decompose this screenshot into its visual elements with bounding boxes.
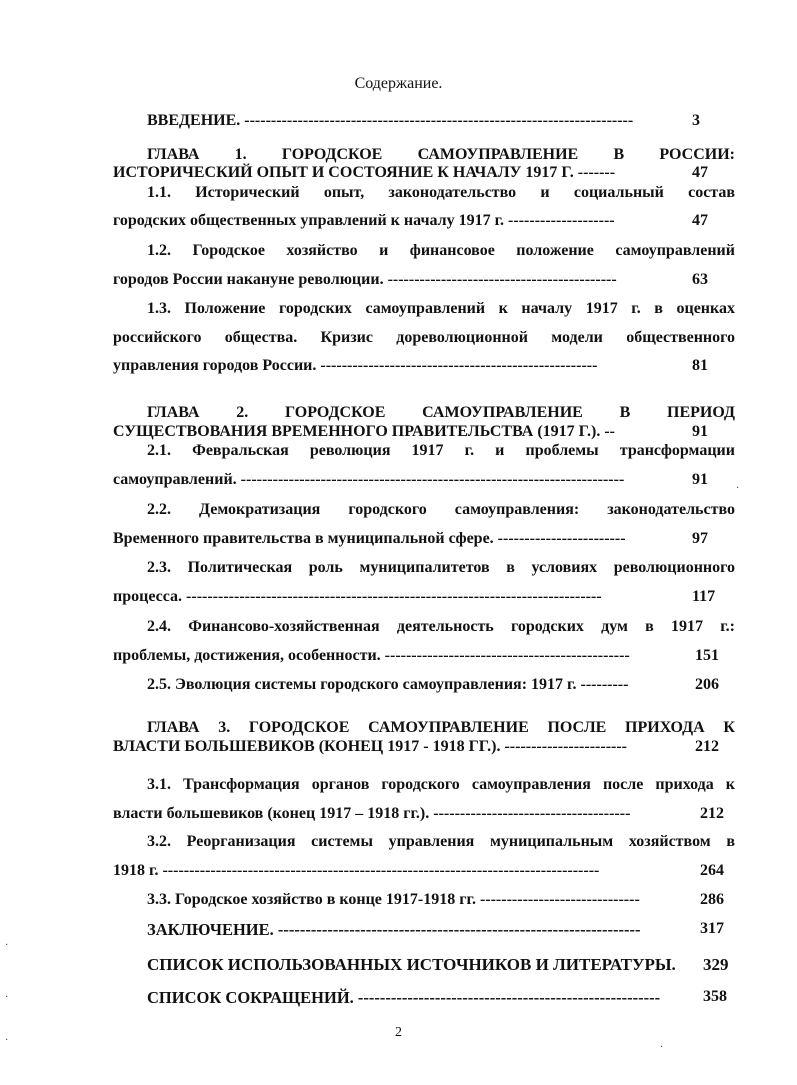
toc-page-number: 358 bbox=[703, 988, 727, 1005]
toc-page-number: 47 bbox=[692, 164, 708, 181]
toc-section-2-2-line-1: 2.2. Демократизация городского самоуправления: законодательство bbox=[147, 501, 735, 518]
toc-section-2-1-line-2: самоуправлений. ------------------------------------------------------------------------ bbox=[113, 471, 625, 488]
toc-chapter-2-line-2: СУЩЕСТВОВАНИЯ ВРЕМЕННОГО ПРАВИТЕЛЬСТВА (1917 Г.). -- bbox=[113, 423, 615, 440]
toc-section-1-1-line-1: 1.1. Исторический опыт, законодательство и социальный состав bbox=[147, 184, 735, 201]
toc-section-1-3-line-2: российского общества. Кризис дореволюционной модели общественного bbox=[113, 329, 735, 346]
toc-bibliography: СПИСОК ИСПОЛЬЗОВАННЫХ ИСТОЧНИКОВ И ЛИТЕРАТУРЫ. bbox=[147, 955, 676, 974]
scan-speck: · bbox=[5, 992, 9, 1003]
toc-section-3-1-line-2: власти большевиков (конец 1917 – 1918 гг.). ------------------------------------- bbox=[113, 805, 631, 822]
page-number: 2 bbox=[395, 1025, 402, 1040]
toc-page-number: 151 bbox=[695, 647, 719, 664]
toc-page-number: 97 bbox=[692, 530, 708, 547]
toc-chapter-1-line-2: ИСТОРИЧЕСКИЙ ОПЫТ И СОСТОЯНИЕ К НАЧАЛУ 1917 Г. ------- bbox=[113, 164, 616, 181]
toc-abbreviations: СПИСОК СОКРАЩЕНИЙ. ------------------------------------------------------- bbox=[147, 988, 661, 1007]
toc-entry-intro: ВВЕДЕНИЕ. ------------------------------------------------------------------------- bbox=[147, 112, 634, 129]
toc-section-1-2-line-1: 1.2. Городское хозяйство и финансовое положение самоуправлений bbox=[147, 242, 735, 259]
toc-page-number: 206 bbox=[695, 676, 719, 693]
toc-section-1-3-line-3: управления городов России. ---------------------------------------------------- bbox=[113, 357, 598, 374]
toc-chapter-1-line-1: ГЛАВА 1. ГОРОДСКОЕ САМОУПРАВЛЕНИЕ В РОССИИ: bbox=[147, 146, 735, 163]
toc-page-number: 329 bbox=[703, 955, 729, 974]
toc-section-1-3-line-1: 1.3. Положение городских самоуправлений к началу 1917 г. в оценках bbox=[147, 300, 735, 317]
toc-page-number: 264 bbox=[700, 862, 724, 879]
toc-section-2-3-line-2: процесса. ------------------------------------------------------------------------------ bbox=[113, 588, 602, 605]
toc-section-3-1-line-1: 3.1. Трансформация органов городского самоуправления после прихода к bbox=[147, 776, 735, 793]
toc-section-2-3-line-1: 2.3. Политическая роль муниципалитетов в условиях революционного bbox=[147, 559, 735, 576]
page-title: Содержание. bbox=[354, 75, 443, 92]
toc-conclusion: ЗАКЛЮЧЕНИЕ. ------------------------------------------------------------------ bbox=[147, 920, 641, 939]
toc-page-number: 91 bbox=[692, 471, 708, 488]
scan-speck: · bbox=[5, 1035, 9, 1046]
toc-section-3-3: 3.3. Городское хозяйство в конце 1917-1918 гг. ------------------------------ bbox=[147, 891, 640, 908]
toc-page-number: 117 bbox=[692, 588, 716, 605]
scan-speck: · bbox=[5, 940, 9, 951]
toc-section-2-4-line-1: 2.4. Финансово-хозяйственная деятельность городских дум в 1917 г.: bbox=[147, 618, 735, 635]
toc-chapter-3-line-1: ГЛАВА 3. ГОРОДСКОЕ САМОУПРАВЛЕНИЕ ПОСЛЕ ПРИХОДА К bbox=[147, 719, 735, 736]
toc-page-number: 212 bbox=[700, 805, 724, 822]
toc-chapter-2-line-1: ГЛАВА 2. ГОРОДСКОЕ САМОУПРАВЛЕНИЕ В ПЕРИОД bbox=[147, 404, 735, 421]
toc-section-2-2-line-2: Временного правительства в муниципальной сфере. ------------------------ bbox=[113, 530, 626, 547]
toc-section-3-2-line-2: 1918 г. ---------------------------------------------------------------------------------- bbox=[113, 862, 600, 879]
toc-page-number: 212 bbox=[695, 738, 719, 755]
toc-section-3-2-line-1: 3.2. Реорганизация системы управления муниципальным хозяйством в bbox=[147, 833, 735, 850]
toc-chapter-3-line-2: ВЛАСТИ БОЛЬШЕВИКОВ (КОНЕЦ 1917 - 1918 ГГ.). ----------------------- bbox=[113, 738, 628, 755]
toc-section-2-4-line-2: проблемы, достижения, особенности. ---------------------------------------------- bbox=[113, 647, 630, 664]
toc-section-2-1-line-1: 2.1. Февральская революция 1917 г. и проблемы трансформации bbox=[147, 442, 735, 459]
toc-section-2-5: 2.5. Эволюция системы городского самоуправления: 1917 г. --------- bbox=[147, 676, 629, 693]
toc-section-1-1-line-2: городских общественных управлений к началу 1917 г. -------------------- bbox=[113, 212, 615, 229]
toc-page-number: 91 bbox=[692, 423, 708, 440]
toc-page-number: 286 bbox=[700, 891, 724, 908]
toc-page-number: 47 bbox=[692, 212, 708, 229]
toc-page-number: 317 bbox=[700, 920, 724, 937]
toc-section-1-2-line-2: городов России накануне революции. ------------------------------------------- bbox=[113, 271, 617, 288]
toc-page-number: 3 bbox=[692, 112, 700, 129]
toc-page-number: 81 bbox=[692, 357, 708, 374]
scan-speck: · bbox=[736, 483, 740, 494]
scan-speck: · bbox=[660, 1042, 664, 1053]
toc-page-number: 63 bbox=[692, 271, 708, 288]
